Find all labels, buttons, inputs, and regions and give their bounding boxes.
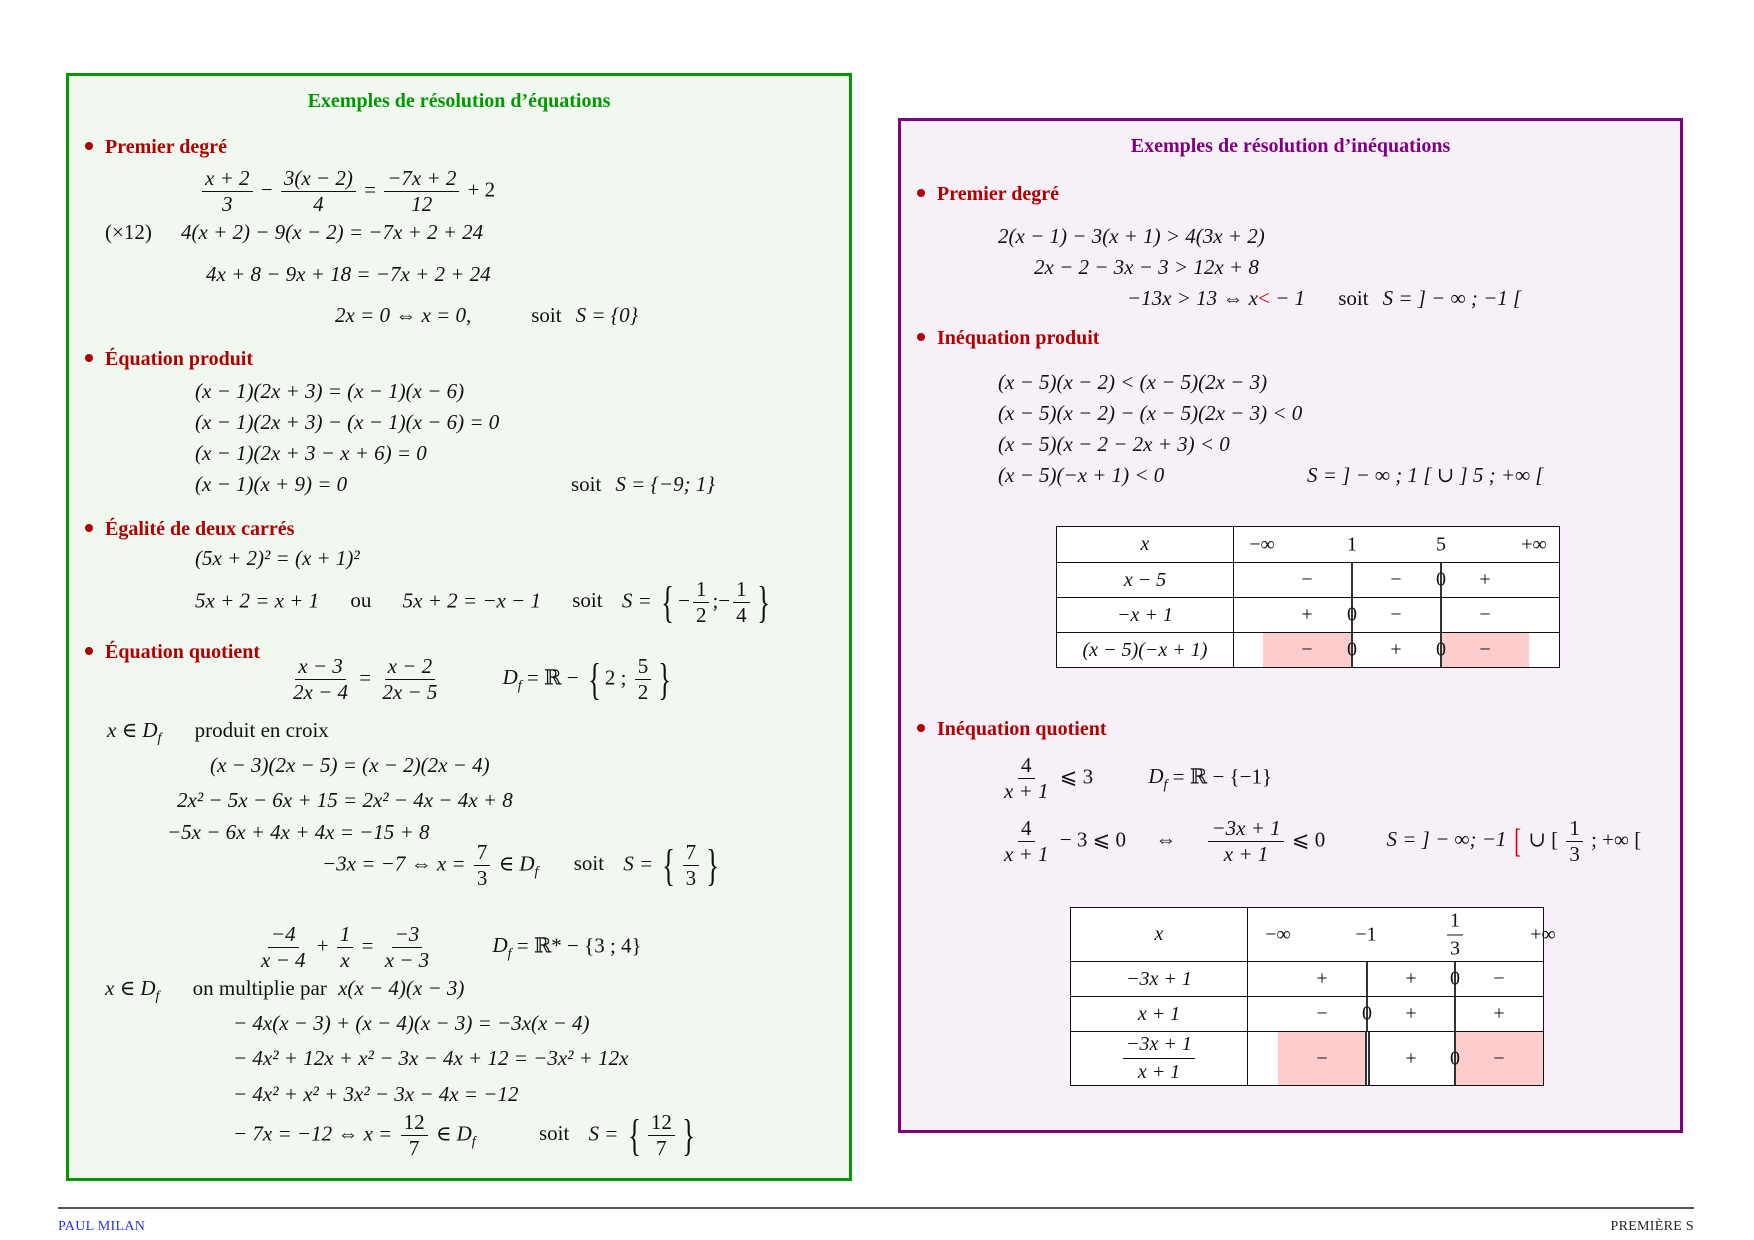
equation-line: (x − 3)(2x − 5) = (x − 2)(2x − 4) bbox=[210, 753, 490, 777]
equation-line: 5x + 2 = x + 1 ou 5x + 2 = −x − 1 soit S = { − $\frac{1}{2}$ ;− $\frac{1}{4}$ } bbox=[195, 577, 770, 627]
table-row-label: $\frac{-3x + 1}{x + 1}$ bbox=[1071, 1032, 1248, 1086]
inequation-line: (x − 5)(−x + 1) < 0 bbox=[998, 463, 1165, 487]
equations-panel bbox=[66, 73, 852, 1181]
table-header-values: −∞ 1 5 +∞ bbox=[1234, 527, 1560, 563]
condition-line: x ∈ $D_f$ on multiplie par x(x − 4)(x − 3) bbox=[105, 976, 465, 1005]
equation-line: − 4x² + x² + 3x² − 3x − 4x = −12 bbox=[233, 1082, 519, 1106]
table-header-values: −∞ −1 $\frac{1}{3}$ +∞ bbox=[1248, 908, 1544, 962]
bullet-icon bbox=[85, 142, 93, 150]
table-row-signs: + 0 − − bbox=[1234, 598, 1560, 633]
table-row-label: −x + 1 bbox=[1057, 598, 1234, 633]
table-row-signs: − 0 + + bbox=[1248, 997, 1544, 1032]
table-row-label: x + 1 bbox=[1071, 997, 1248, 1032]
inequation-line: (x − 5)(x − 2) < (x − 5)(2x − 3) bbox=[998, 370, 1268, 394]
table-row-label: x − 5 bbox=[1057, 563, 1234, 598]
bullet-icon bbox=[85, 524, 93, 532]
equation-line: 2x = 0 ⇔ x = 0, soit S = {0} bbox=[335, 303, 639, 327]
equation-line: 4(x + 2) − 9(x − 2) = −7x + 2 + 24 bbox=[181, 220, 484, 244]
section-heading-inequation-produit: Inéquation produit bbox=[917, 327, 1099, 350]
solution: S = ] − ∞ ; 1 [ ∪ ] 5 ; +∞ [ bbox=[1307, 463, 1544, 487]
equation-line: (x − 1)(2x + 3) − (x − 1)(x − 6) = 0 bbox=[195, 410, 500, 434]
section-heading-premier-degre: Premier degré bbox=[85, 136, 227, 159]
section-heading-equation-quotient: Équation quotient bbox=[85, 641, 260, 664]
table-row-signs: + + 0 − bbox=[1248, 962, 1544, 997]
equation-line: − 4x² + 12x + x² − 3x − 4x + 12 = −3x² + 12x bbox=[233, 1046, 629, 1070]
multiplier-label: (×12) bbox=[105, 220, 152, 244]
bullet-icon bbox=[85, 647, 93, 655]
inequation-line: (x − 5)(x − 2) − (x − 5)(2x − 3) < 0 bbox=[998, 401, 1303, 425]
bullet-icon bbox=[917, 189, 925, 197]
inequations-panel bbox=[898, 118, 1683, 1133]
table-row-label: −3x + 1 bbox=[1071, 962, 1248, 997]
solution: soit S = {−9; 1} bbox=[571, 472, 715, 496]
table-row-label: (x − 5)(−x + 1) bbox=[1057, 633, 1234, 668]
equation-line: (x − 1)(x + 9) = 0 bbox=[195, 472, 348, 496]
bullet-icon bbox=[917, 333, 925, 341]
section-heading-premier-degre: Premier degré bbox=[917, 183, 1059, 206]
inequation-line: 2(x − 1) − 3(x + 1) > 4(3x + 2) bbox=[998, 224, 1265, 248]
section-heading-equation-produit: Équation produit bbox=[85, 348, 253, 371]
equation-line: − 7x = −12 ⇔ x = $\frac{12}{7}$ ∈ $D_f$ soit S = { $\frac{12}{7}$ } bbox=[233, 1110, 695, 1160]
equation-line: (x − 1)(2x + 3 − x + 6) = 0 bbox=[195, 441, 427, 465]
table-header-label: x bbox=[1071, 908, 1248, 962]
table-header-label: x bbox=[1057, 527, 1234, 563]
inequation-line: (x − 5)(x − 2 − 2x + 3) < 0 bbox=[998, 432, 1230, 456]
equation-line: (x − 1)(2x + 3) = (x − 1)(x − 6) bbox=[195, 379, 465, 403]
table-row-signs: − 0 + 0 − bbox=[1234, 633, 1560, 668]
equation-line: −5x − 6x + 4x + 4x = −15 + 8 bbox=[167, 820, 430, 844]
inequation-line: 2x − 2 − 3x − 3 > 12x + 8 bbox=[1034, 255, 1259, 279]
section-heading-egalite-carres: Égalité de deux carrés bbox=[85, 518, 294, 541]
equation-line: $\frac{x - 3}{2x - 4}$ = $\frac{x - 2}{2x - 5}$ $D_f$ = ℝ − { 2 ; $\frac{5}{2}$ } bbox=[293, 654, 672, 704]
panel-title: Exemples de résolution d’équations bbox=[307, 90, 611, 112]
table-row-signs: − + 0 − bbox=[1248, 1032, 1544, 1086]
equation-line: 4x + 8 − 9x + 18 = −7x + 2 + 24 bbox=[206, 262, 491, 286]
equation-line: (5x + 2)² = (x + 1)² bbox=[195, 546, 360, 570]
section-heading-inequation-quotient: Inéquation quotient bbox=[917, 718, 1107, 741]
footer-level: PREMIÈRE S bbox=[1610, 1219, 1694, 1234]
inequation-line: $\frac{4}{x + 1}$ ⩽ 3 $D_f$ = ℝ − {−1} bbox=[1004, 753, 1273, 803]
footer-divider bbox=[58, 1207, 1694, 1209]
equation-line: 2x² − 5x − 6x + 15 = 2x² − 4x − 4x + 8 bbox=[177, 788, 513, 812]
panel-title: Exemples de résolution d’inéquations bbox=[1130, 135, 1451, 157]
footer-author: PAUL MILAN bbox=[58, 1219, 146, 1234]
inequation-line: −13x > 13 ⇔ x< − 1 soit S = ] − ∞ ; −1 [ bbox=[1127, 286, 1522, 310]
inequation-line: $\frac{4}{x + 1}$ − 3 ⩽ 0 ⇔ $\frac{-3x + 1}{x + 1}$ ⩽ 0 S = ] − ∞; −1 [ ∪ [ $\frac{1}{3}$ ; +∞ [ bbox=[1004, 816, 1642, 866]
sign-table-produit bbox=[1056, 526, 1560, 668]
table-row-signs: − − 0 + bbox=[1234, 563, 1560, 598]
bullet-icon bbox=[917, 724, 925, 732]
equation-line: −3x = −7 ⇔ x = $\frac{7}{3}$ ∈ $D_f$ soit S = { $\frac{7}{3}$ } bbox=[322, 840, 719, 890]
equation-line: − 4x(x − 3) + (x − 4)(x − 3) = −3x(x − 4) bbox=[233, 1011, 590, 1035]
condition-line: x ∈ $D_f$ produit en croix bbox=[107, 718, 329, 747]
bullet-icon bbox=[85, 354, 93, 362]
equation-line: $\frac{-4}{x - 4}$ + $\frac{1}{x}$ = $\frac{-3}{x - 3}$ $D_f$ = ℝ* − {3 ; 4} bbox=[261, 922, 642, 972]
equation-line: $\frac{x + 2}{3}$ − $\frac{3(x - 2)}{4}$ = $\frac{-7x + 2}{12}$ + 2 bbox=[199, 168, 495, 215]
sign-table-quotient bbox=[1070, 907, 1556, 1086]
